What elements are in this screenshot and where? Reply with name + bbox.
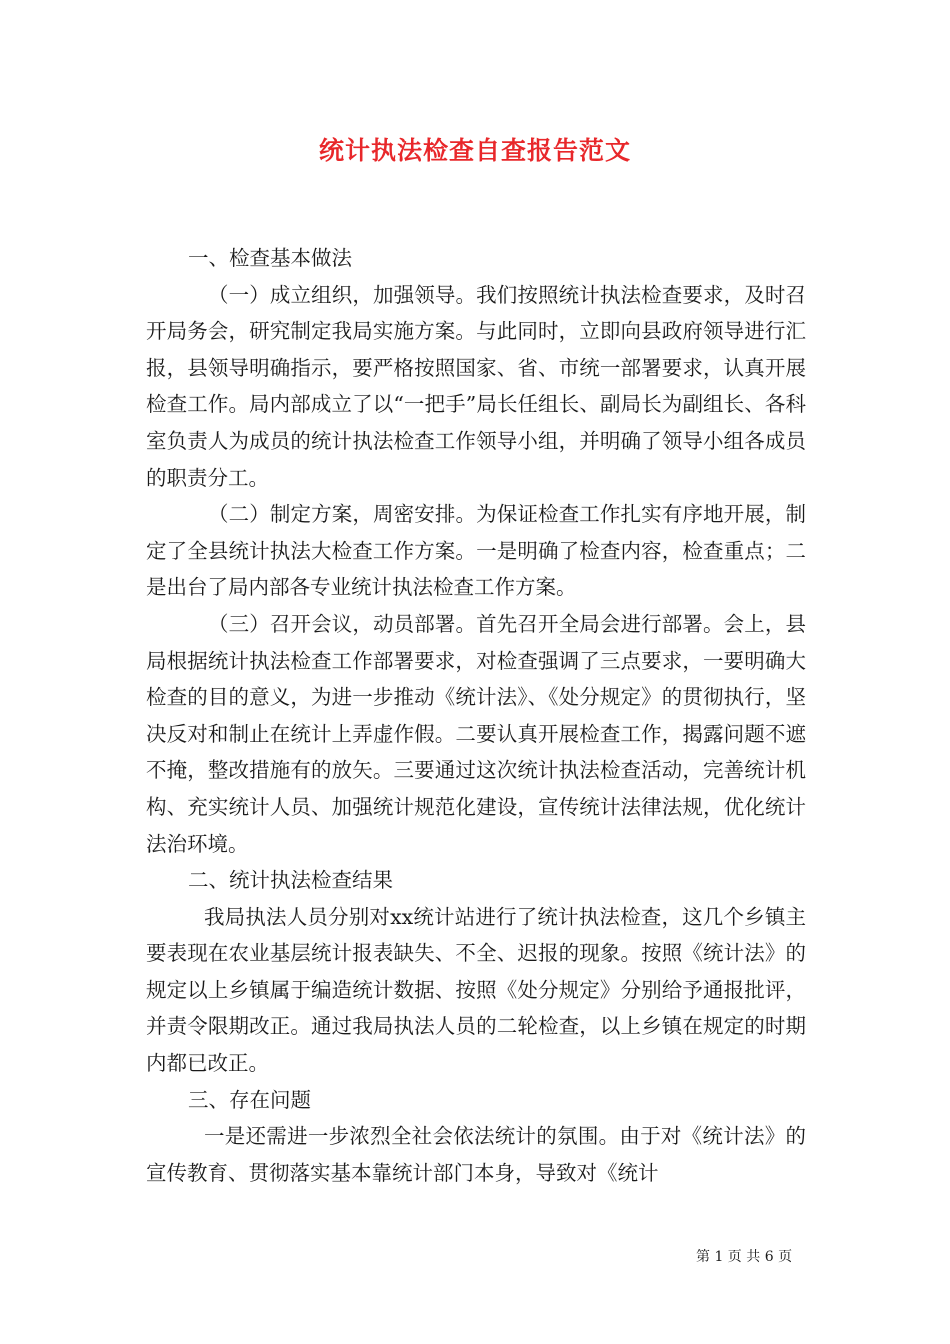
paragraph-3: （三）召开会议，动员部署。首先召开全局会进行部署。会上，县局根据统计执法检查工作部署要求，对检查强调了三点要求，一要明确大检查的目的意义，为进一步推动《统计法》、《处分规定》的贯彻执行，坚决反对和制止在统计上弄虚作假。二要认真开展检查工作，揭露问题不遮不掩，整改措施有的放矢。三要通过这次统计执法检查活动，完善统计机构、充实统计人员、加强统计规范化建设，宣传统计法律法规，优化统计法治环境。 (146, 611, 806, 856)
document-title: 统计执法检查自查报告范文 (318, 136, 631, 165)
paragraph-4: 我局执法人员分别对xx统计站进行了统计执法检查，这几个乡镇主要表现在农业基层统计报表缺失、不全、迟报的现象。按照《统计法》的规定以上乡镇属于编造统计数据、按照《处分规定》分别给予通报批评，并责令限期改正。通过我局执法人员的二轮检查，以上乡镇在规定的时期内都已改正。 (146, 904, 806, 1076)
document-body (146, 240, 806, 1191)
section-heading-2: 二、统计执法检查结果 (188, 868, 393, 893)
section-heading-1: 一、检查基本做法 (188, 246, 352, 270)
paragraph-5: 一是还需进一步浓烈全社会依法统计的氛围。由于对《统计法》的宣传教育、贯彻落实基本靠统计部门本身，导致对《统计 (146, 1124, 806, 1185)
paragraph-2: （二）制定方案，周密安排。为保证检查工作扎实有序地开展，制定了全县统计执法大检查工作方案。一是明确了检查内容，检查重点；二是出台了局内部各专业统计执法检查工作方案。 (146, 502, 806, 600)
section-heading-3: 三、存在问题 (188, 1087, 311, 1112)
paragraph-1: （一）成立组织，加强领导。我们按照统计执法检查要求，及时召开局务会，研究制定我局实施方案。与此同时，立即向县政府领导进行汇报，县领导明确指示，要严格按照国家、省、市统一部署要求，认真开展检查工作。局内部成立了以“一把手”局长任组长、副局长为副组长、各科室负责人为成员的统计执法检查工作领导小组，并明确了领导小组各成员的职责分工。 (146, 282, 806, 490)
page-number-footer: 第 1 页 共 6 页 (696, 1249, 793, 1265)
